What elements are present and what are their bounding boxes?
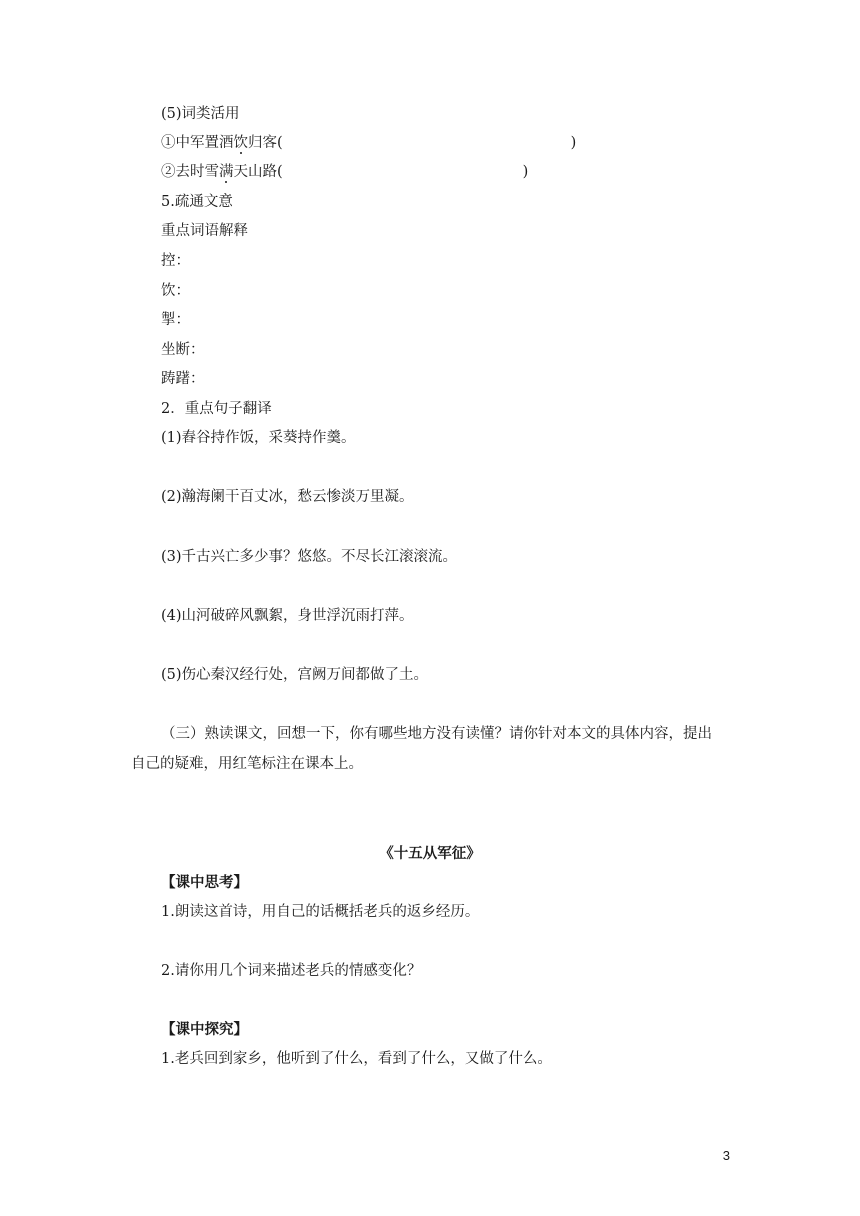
section-heading-word-usage: (5)词类活用 <box>161 106 240 122</box>
instruction-paragraph: （三）熟读课文，回想一下，你有哪些地方没有读懂？请你针对本文的具体内容，提出 <box>161 726 712 742</box>
exercise-line <box>161 162 528 182</box>
page-number: 3 <box>722 1148 730 1163</box>
vocab-item: 踌躇： <box>161 371 205 387</box>
vocab-item: 饮： <box>161 283 190 299</box>
vocab-item: 掣： <box>161 312 190 328</box>
exercise-text: ②去时雪 <box>161 164 219 180</box>
exercise-text: ①中军置酒 <box>161 135 234 151</box>
translation-item: (5)伤心秦汉经行处，宫阙万间都做了土。 <box>161 667 429 683</box>
instruction-paragraph-cont: 自己的疑难，用红笔标注在课本上。 <box>131 756 363 772</box>
question-item: 1.老兵回到家乡，他听到了什么，看到了什么，又做了什么。 <box>161 1051 552 1067</box>
exercise-text: ) <box>570 135 577 151</box>
exercise-line <box>161 133 576 153</box>
vocab-item: 坐断： <box>161 342 205 358</box>
translation-item: (1)舂谷持作饭，采葵持作羹。 <box>161 430 356 446</box>
translation-item: (4)山河破碎风飘絮，身世浮沉雨打萍。 <box>161 608 414 624</box>
translation-item: (2)瀚海阑干百丈冰，愁云惨淡万里凝。 <box>161 489 414 505</box>
emphasized-char: 满 <box>219 164 234 180</box>
poem-title: 《十五从军征》 <box>379 845 481 862</box>
translation-item: (3)千古兴亡多少事？悠悠。不尽长江滚滚流。 <box>161 549 458 565</box>
question-item: 2.请你用几个词来描述老兵的情感变化？ <box>161 963 422 979</box>
exercise-text: ) <box>522 164 529 180</box>
emphasized-char: 饮 <box>233 135 248 151</box>
section-heading: 5.疏通文意 <box>161 194 233 210</box>
subheading: 2．重点句子翻译 <box>161 401 272 417</box>
exercise-text: 归客( <box>248 135 283 151</box>
exercise-text: 天山路( <box>233 164 283 180</box>
question-item: 1.朗读这首诗，用自己的话概括老兵的返乡经历。 <box>161 904 480 920</box>
subheading: 重点词语解释 <box>161 223 248 239</box>
section-heading-class-inquiry: 【课中探究】 <box>161 1021 248 1038</box>
vocab-item: 控： <box>161 253 190 269</box>
section-heading-class-thinking: 【课中思考】 <box>161 874 248 891</box>
